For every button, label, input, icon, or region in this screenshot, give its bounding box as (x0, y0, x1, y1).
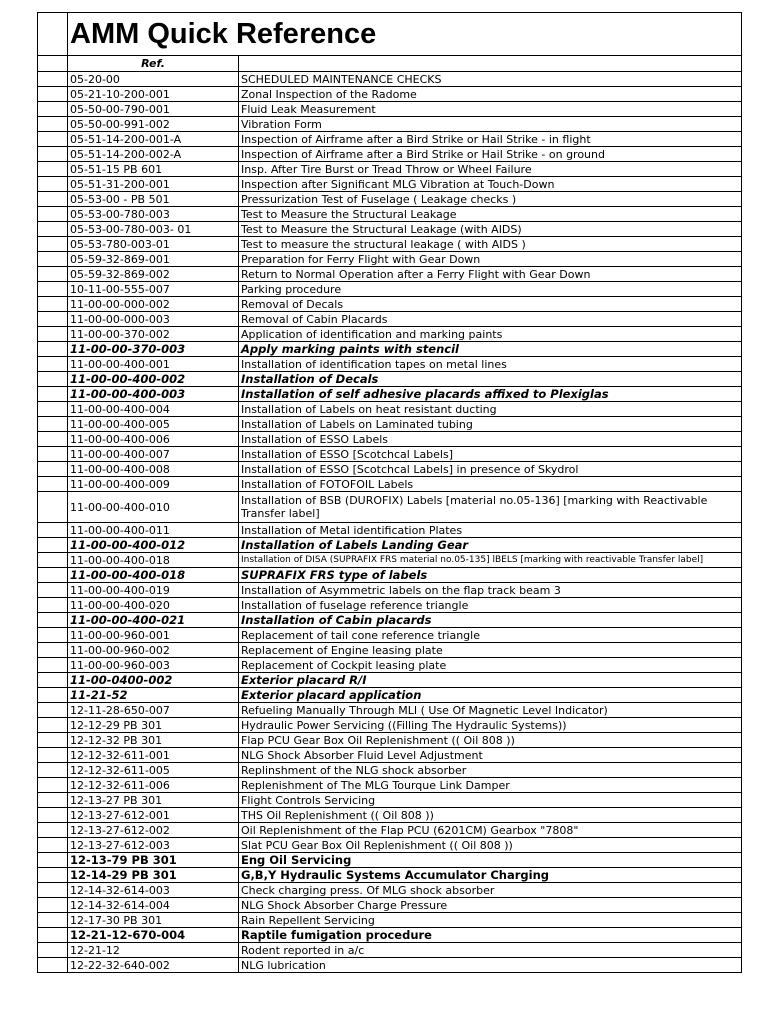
reference-cell: 05-51-14-200-001-A (68, 132, 239, 147)
description-cell: SCHEDULED MAINTENANCE CHECKS (239, 72, 742, 87)
description-cell: Replacement of Engine leasing plate (239, 643, 742, 658)
table-row (38, 297, 742, 312)
row-stub-cell (38, 13, 68, 56)
table-row (38, 778, 742, 793)
row-stub-cell (38, 808, 68, 823)
reference-cell: 11-00-00-400-007 (68, 447, 239, 462)
table-row (38, 658, 742, 673)
title-row (38, 13, 742, 56)
table-row (38, 748, 742, 763)
table-row (38, 72, 742, 87)
table-row (38, 763, 742, 778)
row-stub-cell (38, 928, 68, 943)
reference-cell: 05-53-00-780-003- 01 (68, 222, 239, 237)
reference-cell: 05-21-10-200-001 (68, 87, 239, 102)
row-stub-cell (38, 628, 68, 643)
description-cell: Removal of Decals (239, 297, 742, 312)
row-stub-cell (38, 342, 68, 357)
reference-cell: 12-13-27-612-003 (68, 838, 239, 853)
table-row (38, 492, 742, 523)
table-row (38, 87, 742, 102)
table-row (38, 162, 742, 177)
row-stub-cell (38, 147, 68, 162)
table-row (38, 147, 742, 162)
description-cell: G,B,Y Hydraulic Systems Accumulator Charging (239, 868, 742, 883)
reference-cell: 05-51-15 PB 601 (68, 162, 239, 177)
reference-cell: 05-51-31-200-001 (68, 177, 239, 192)
reference-cell: 05-59-32-869-001 (68, 252, 239, 267)
reference-cell: 11-00-00-400-008 (68, 462, 239, 477)
table-row (38, 447, 742, 462)
reference-cell: 12-17-30 PB 301 (68, 913, 239, 928)
description-cell: SUPRAFIX FRS type of labels (239, 568, 742, 583)
description-cell: Zonal Inspection of the Radome (239, 87, 742, 102)
description-cell: Application of identification and marking paints (239, 327, 742, 342)
row-stub-cell (38, 673, 68, 688)
row-stub-cell (38, 913, 68, 928)
row-stub-cell (38, 568, 68, 583)
row-stub-cell (38, 56, 68, 72)
row-stub-cell (38, 417, 68, 432)
reference-cell: 12-13-27-612-002 (68, 823, 239, 838)
reference-cell: 11-00-00-960-003 (68, 658, 239, 673)
reference-cell: 12-12-29 PB 301 (68, 718, 239, 733)
row-stub-cell (38, 102, 68, 117)
row-stub-cell (38, 282, 68, 297)
description-cell: Installation of Labels on Laminated tubing (239, 417, 742, 432)
description-cell: Insp. After Tire Burst or Tread Throw or Wheel Failure (239, 162, 742, 177)
reference-cell: 11-00-00-400-012 (68, 538, 239, 553)
description-cell: Installation of ESSO Labels (239, 432, 742, 447)
reference-cell: 12-21-12-670-004 (68, 928, 239, 943)
row-stub-cell (38, 177, 68, 192)
table-row (38, 102, 742, 117)
description-cell: Flight Controls Servicing (239, 793, 742, 808)
reference-sheet (37, 12, 741, 973)
reference-cell: 12-11-28-650-007 (68, 703, 239, 718)
description-cell: Replacement of Cockpit leasing plate (239, 658, 742, 673)
reference-cell: 11-00-00-370-002 (68, 327, 239, 342)
table-row (38, 462, 742, 477)
table-row (38, 252, 742, 267)
row-stub-cell (38, 492, 68, 523)
row-stub-cell (38, 523, 68, 538)
table-row (38, 267, 742, 282)
reference-cell: 11-00-00-400-010 (68, 492, 239, 523)
reference-cell: 12-12-32-611-006 (68, 778, 239, 793)
reference-cell: 10-11-00-555-007 (68, 282, 239, 297)
reference-cell: 12-13-27 PB 301 (68, 793, 239, 808)
description-cell: Test to measure the structural leakage ( with AIDS ) (239, 237, 742, 252)
reference-cell: 05-53-780-003-01 (68, 237, 239, 252)
row-stub-cell (38, 598, 68, 613)
header-row (38, 56, 742, 72)
row-stub-cell (38, 688, 68, 703)
row-stub-cell (38, 748, 68, 763)
row-stub-cell (38, 357, 68, 372)
row-stub-cell (38, 868, 68, 883)
row-stub-cell (38, 222, 68, 237)
description-cell: Replinshment of the NLG shock absorber (239, 763, 742, 778)
description-cell: Rain Repellent Servicing (239, 913, 742, 928)
row-stub-cell (38, 207, 68, 222)
table-row (38, 523, 742, 538)
description-cell: Fluid Leak Measurement (239, 102, 742, 117)
description-cell: Rodent reported in a/c (239, 943, 742, 958)
description-cell: NLG Shock Absorber Charge Pressure (239, 898, 742, 913)
description-cell: Check charging press. Of MLG shock absorber (239, 883, 742, 898)
row-stub-cell (38, 763, 68, 778)
reference-cell: 05-50-00-991-002 (68, 117, 239, 132)
row-stub-cell (38, 72, 68, 87)
reference-cell: 11-00-00-000-002 (68, 297, 239, 312)
table-row (38, 372, 742, 387)
description-cell: Installation of Cabin placards (239, 613, 742, 628)
reference-cell: 11-00-0400-002 (68, 673, 239, 688)
table-row (38, 628, 742, 643)
table-row (38, 853, 742, 868)
description-cell: Exterior placard R/I (239, 673, 742, 688)
reference-cell: 11-00-00-400-009 (68, 477, 239, 492)
table-row (38, 417, 742, 432)
table-row (38, 808, 742, 823)
reference-cell: 05-59-32-869-002 (68, 267, 239, 282)
reference-cell: 12-12-32 PB 301 (68, 733, 239, 748)
reference-cell: 12-21-12 (68, 943, 239, 958)
reference-cell: 05-51-14-200-002-A (68, 147, 239, 162)
reference-cell: 11-00-00-400-004 (68, 402, 239, 417)
row-stub-cell (38, 447, 68, 462)
table-row (38, 177, 742, 192)
description-cell: Test to Measure the Structural Leakage (239, 207, 742, 222)
row-stub-cell (38, 87, 68, 102)
description-cell: Replacement of tail cone reference triangle (239, 628, 742, 643)
reference-cell: 11-21-52 (68, 688, 239, 703)
description-cell: THS Oil Replenishment (( Oil 808 )) (239, 808, 742, 823)
reference-cell: 12-14-32-614-004 (68, 898, 239, 913)
description-cell: Installation of self adhesive placards affixed to Plexiglas (239, 387, 742, 402)
reference-cell: 11-00-00-400-005 (68, 417, 239, 432)
reference-cell: 05-20-00 (68, 72, 239, 87)
description-cell: NLG Shock Absorber Fluid Level Adjustment (239, 748, 742, 763)
row-stub-cell (38, 718, 68, 733)
description-cell: Inspection after Significant MLG Vibration at Touch-Down (239, 177, 742, 192)
reference-cell: 05-53-00-780-003 (68, 207, 239, 222)
table-row (38, 928, 742, 943)
table-row (38, 613, 742, 628)
reference-cell: 11-00-00-370-003 (68, 342, 239, 357)
description-cell: Installation of BSB (DUROFIX) Labels [material no.05-136] [marking with Reactivable Transfer label] (239, 492, 742, 523)
reference-cell: 11-00-00-400-006 (68, 432, 239, 447)
description-cell: Installation of ESSO [Scotchcal Labels] (239, 447, 742, 462)
reference-cell: 11-00-00-400-020 (68, 598, 239, 613)
row-stub-cell (38, 312, 68, 327)
description-cell: Vibration Form (239, 117, 742, 132)
description-cell: Slat PCU Gear Box Oil Replenishment (( Oil 808 )) (239, 838, 742, 853)
reference-cell: 11-00-00-400-003 (68, 387, 239, 402)
table-row (38, 943, 742, 958)
reference-cell: 05-53-00 - PB 501 (68, 192, 239, 207)
reference-cell: 11-00-00-400-011 (68, 523, 239, 538)
row-stub-cell (38, 432, 68, 447)
description-cell: Eng Oil Servicing (239, 853, 742, 868)
table-row (38, 733, 742, 748)
reference-cell: 12-13-27-612-001 (68, 808, 239, 823)
row-stub-cell (38, 477, 68, 492)
row-stub-cell (38, 898, 68, 913)
description-cell: Apply marking paints with stencil (239, 342, 742, 357)
row-stub-cell (38, 462, 68, 477)
reference-cell: 11-00-00-400-018 (68, 568, 239, 583)
row-stub-cell (38, 823, 68, 838)
table-row (38, 237, 742, 252)
description-cell: Installation of ESSO [Scotchcal Labels] in presence of Skydrol (239, 462, 742, 477)
description-cell: Installation of Decals (239, 372, 742, 387)
description-cell: Test to Measure the Structural Leakage (with AIDS) (239, 222, 742, 237)
reference-cell: 12-14-32-614-003 (68, 883, 239, 898)
table-row (38, 312, 742, 327)
row-stub-cell (38, 643, 68, 658)
reference-cell: 11-00-00-400-018 (68, 553, 239, 568)
description-cell: Installation of identification tapes on metal lines (239, 357, 742, 372)
table-row (38, 688, 742, 703)
table-row (38, 598, 742, 613)
description-cell: Exterior placard application (239, 688, 742, 703)
row-stub-cell (38, 538, 68, 553)
reference-cell: 12-14-29 PB 301 (68, 868, 239, 883)
description-cell: Installation of fuselage reference triangle (239, 598, 742, 613)
reference-cell: 05-50-00-790-001 (68, 102, 239, 117)
table-row (38, 958, 742, 973)
description-cell: Removal of Cabin Placards (239, 312, 742, 327)
table-row (38, 387, 742, 402)
description-cell: Refueling Manually Through MLI ( Use Of Magnetic Level Indicator) (239, 703, 742, 718)
row-stub-cell (38, 402, 68, 417)
page-title: AMM Quick Reference (68, 13, 742, 56)
table-row (38, 913, 742, 928)
description-cell: Installation of Labels on heat resistant ducting (239, 402, 742, 417)
description-cell: Pressurization Test of Fuselage ( Leakage checks ) (239, 192, 742, 207)
reference-cell: 12-12-32-611-005 (68, 763, 239, 778)
row-stub-cell (38, 237, 68, 252)
description-cell: Installation of Metal identification Plates (239, 523, 742, 538)
table-row (38, 192, 742, 207)
description-cell: Installation of FOTOFOIL Labels (239, 477, 742, 492)
table-row (38, 583, 742, 598)
row-stub-cell (38, 583, 68, 598)
description-cell: Installation of Labels Landing Gear (239, 538, 742, 553)
row-stub-cell (38, 658, 68, 673)
row-stub-cell (38, 117, 68, 132)
table-row (38, 568, 742, 583)
row-stub-cell (38, 372, 68, 387)
table-row (38, 538, 742, 553)
table-row (38, 207, 742, 222)
reference-cell: 11-00-00-400-019 (68, 583, 239, 598)
row-stub-cell (38, 883, 68, 898)
reference-table (37, 12, 742, 973)
table-row (38, 703, 742, 718)
table-row (38, 898, 742, 913)
description-cell: Raptile fumigation procedure (239, 928, 742, 943)
table-row (38, 357, 742, 372)
row-stub-cell (38, 252, 68, 267)
description-cell: NLG lubrication (239, 958, 742, 973)
table-row (38, 432, 742, 447)
row-stub-cell (38, 297, 68, 312)
description-cell: Replenishment of The MLG Tourque Link Damper (239, 778, 742, 793)
reference-cell: 11-00-00-000-003 (68, 312, 239, 327)
ref-column-header: Ref. (68, 56, 239, 72)
reference-cell: 12-12-32-611-001 (68, 748, 239, 763)
table-row (38, 402, 742, 417)
description-cell: Parking procedure (239, 282, 742, 297)
table-row (38, 222, 742, 237)
row-stub-cell (38, 192, 68, 207)
row-stub-cell (38, 793, 68, 808)
row-stub-cell (38, 613, 68, 628)
table-row (38, 673, 742, 688)
reference-cell: 11-00-00-960-001 (68, 628, 239, 643)
reference-cell: 11-00-00-400-021 (68, 613, 239, 628)
row-stub-cell (38, 958, 68, 973)
description-cell: Oil Replenishment of the Flap PCU (6201CM) Gearbox "7808" (239, 823, 742, 838)
row-stub-cell (38, 327, 68, 342)
row-stub-cell (38, 703, 68, 718)
reference-cell: 11-00-00-400-002 (68, 372, 239, 387)
reference-cell: 11-00-00-400-001 (68, 357, 239, 372)
table-row (38, 883, 742, 898)
description-cell: Installation of Asymmetric labels on the flap track beam 3 (239, 583, 742, 598)
description-cell: Return to Normal Operation after a Ferry Flight with Gear Down (239, 267, 742, 282)
description-cell: Installation of DISA (SUPRAFIX FRS material no.05-135] lBELS [marking with reactivable Transfer label] (239, 553, 742, 568)
reference-cell: 12-22-32-640-002 (68, 958, 239, 973)
row-stub-cell (38, 132, 68, 147)
row-stub-cell (38, 778, 68, 793)
reference-cell: 12-13-79 PB 301 (68, 853, 239, 868)
description-column-header (239, 56, 742, 72)
table-row (38, 477, 742, 492)
row-stub-cell (38, 853, 68, 868)
table-row (38, 823, 742, 838)
table-row (38, 793, 742, 808)
table-row (38, 868, 742, 883)
table-row (38, 718, 742, 733)
table-row (38, 838, 742, 853)
table-row (38, 643, 742, 658)
description-cell: Hydraulic Power Servicing ((Filling The Hydraulic Systems)) (239, 718, 742, 733)
table-row (38, 117, 742, 132)
row-stub-cell (38, 162, 68, 177)
row-stub-cell (38, 267, 68, 282)
row-stub-cell (38, 553, 68, 568)
row-stub-cell (38, 733, 68, 748)
row-stub-cell (38, 387, 68, 402)
table-row (38, 132, 742, 147)
row-stub-cell (38, 943, 68, 958)
description-cell: Flap PCU Gear Box Oil Replenishment (( Oil 808 )) (239, 733, 742, 748)
description-cell: Preparation for Ferry Flight with Gear Down (239, 252, 742, 267)
table-row (38, 282, 742, 297)
row-stub-cell (38, 838, 68, 853)
table-row (38, 553, 742, 568)
description-cell: Inspection of Airframe after a Bird Strike or Hail Strike - on ground (239, 147, 742, 162)
description-cell: Inspection of Airframe after a Bird Strike or Hail Strike - in flight (239, 132, 742, 147)
table-row (38, 327, 742, 342)
reference-cell: 11-00-00-960-002 (68, 643, 239, 658)
table-row (38, 342, 742, 357)
